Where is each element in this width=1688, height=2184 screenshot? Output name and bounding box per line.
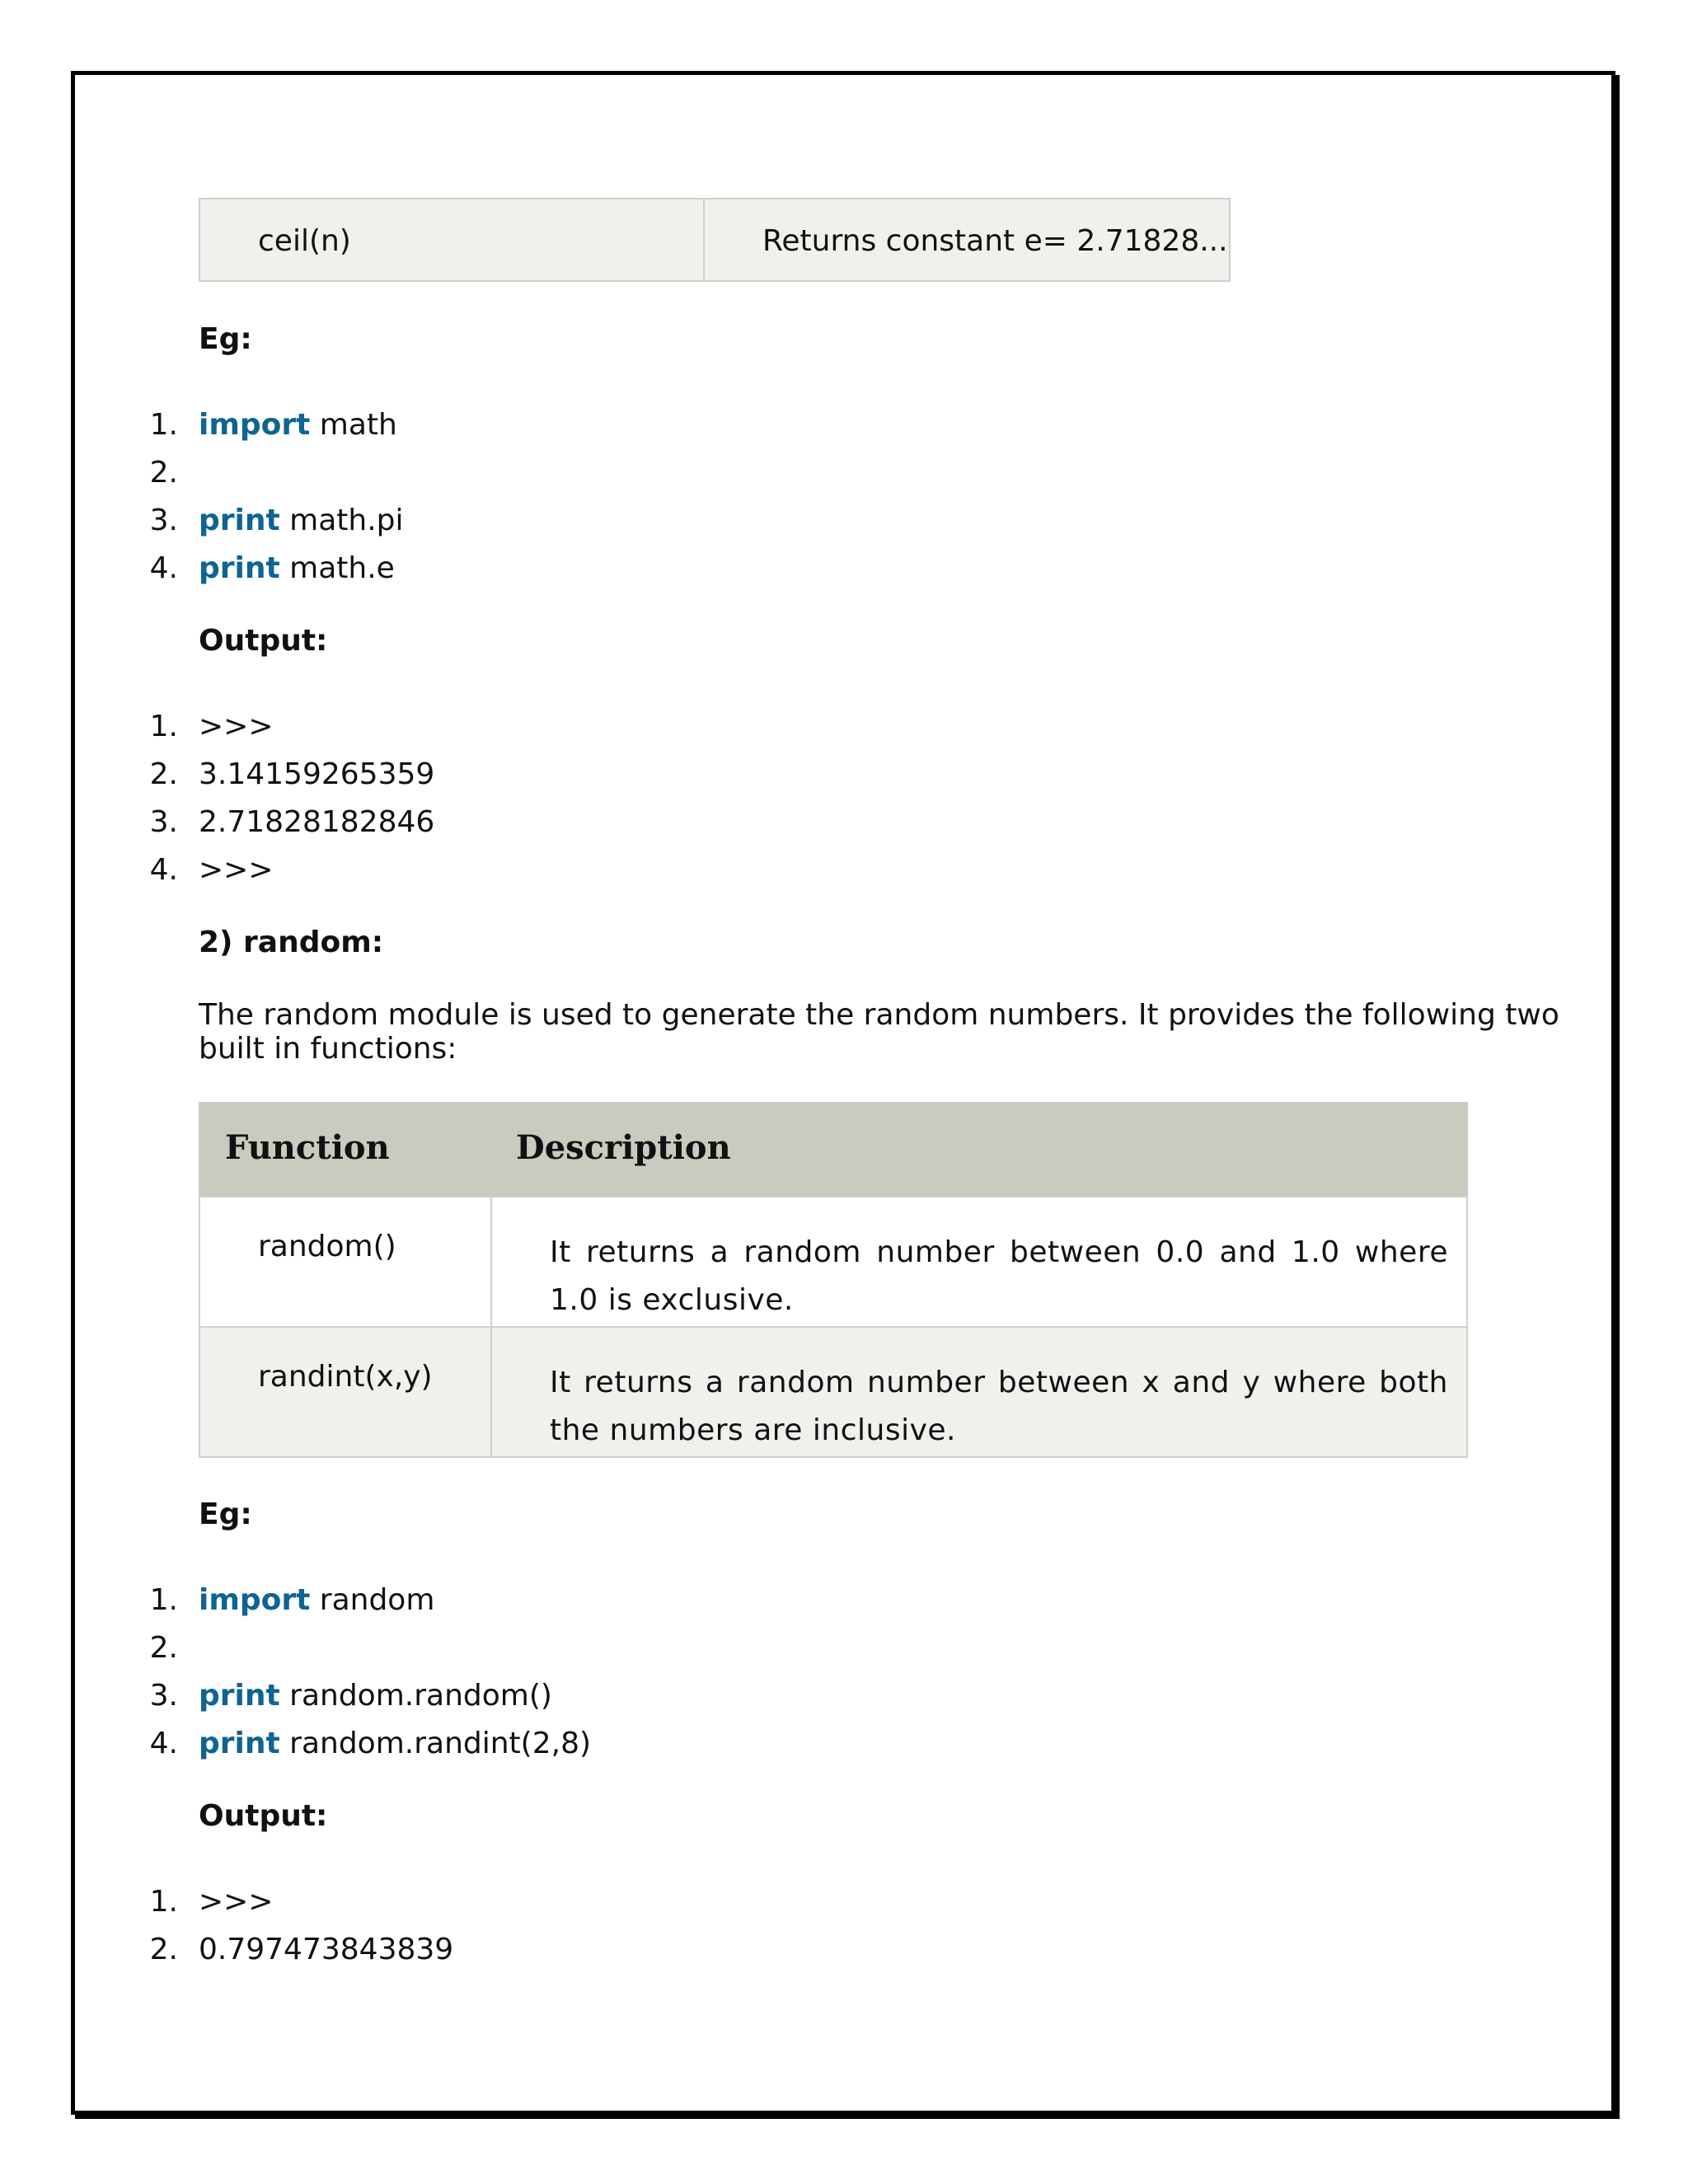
line-number: 1. [149,710,178,743]
math-function-description: Returns constant e= 2.71828... [762,224,1228,258]
table-header [199,1102,1468,1196]
output-line: 0.797473843839 [199,1933,454,1966]
math-function-name: ceil(n) [258,224,351,258]
table-row [199,1326,1468,1458]
code-text: math [310,408,397,442]
output-line: >>> [199,1885,274,1919]
code-keyword: import [199,1583,311,1617]
line-number: 3. [149,805,178,839]
code-keyword: import [199,408,311,442]
function-description: It returns a random number between x and y where both the numbers are inclusive. [550,1366,1448,1447]
code-text: random [310,1583,435,1617]
code-line [199,1582,434,1619]
math-table-row [199,198,1231,282]
section-paragraph-line-2: built in functions: [199,1032,457,1066]
code-text: math.e [279,551,395,585]
output-line: 3.14159265359 [199,757,435,791]
example-heading: Eg: [199,322,252,356]
code-line [199,551,395,587]
code-line [199,503,404,539]
code-keyword: print [199,504,280,537]
line-number: 4. [149,853,178,887]
code-line [199,1726,591,1762]
output-heading: Output: [199,1799,328,1833]
code-text: math.pi [279,504,404,537]
line-number: 1. [149,408,178,442]
line-number: 2. [149,1933,178,1966]
header-function: Function [225,1128,390,1167]
line-number: 2. [149,456,178,490]
code-keyword: print [199,551,280,585]
code-keyword: print [199,1727,280,1760]
section-heading-random: 2) random: [199,926,384,959]
line-number: 4. [149,1727,178,1760]
column-divider [490,1328,492,1456]
section-paragraph-line-1: The random module is used to generate the random numbers. It provides the following two [199,998,1559,1032]
line-number: 2. [149,1631,178,1665]
function-name: random() [258,1230,396,1263]
code-line [199,407,397,443]
output-heading: Output: [199,624,328,658]
output-line: >>> [199,710,274,743]
code-text: random.random() [279,1679,552,1713]
line-number: 3. [149,1679,178,1713]
column-divider [490,1197,492,1326]
line-number: 4. [149,551,178,585]
line-number: 3. [149,504,178,537]
output-line: >>> [199,853,274,887]
line-number: 1. [149,1583,178,1617]
math-table-cell-function [200,199,705,280]
function-name: randint(x,y) [258,1360,433,1394]
line-number: 1. [149,1885,178,1919]
function-description: It returns a random number between 0.0 and 1.0 where 1.0 is exclusive. [550,1235,1448,1317]
header-description: Description [516,1128,731,1167]
functions-table [199,1102,1468,1458]
code-line [199,1678,552,1714]
table-row [199,1196,1468,1328]
example-heading: Eg: [199,1497,252,1531]
line-number: 2. [149,757,178,791]
output-line: 2.71828182846 [199,805,435,839]
code-keyword: print [199,1679,280,1713]
code-text: random.randint(2,8) [279,1727,592,1760]
